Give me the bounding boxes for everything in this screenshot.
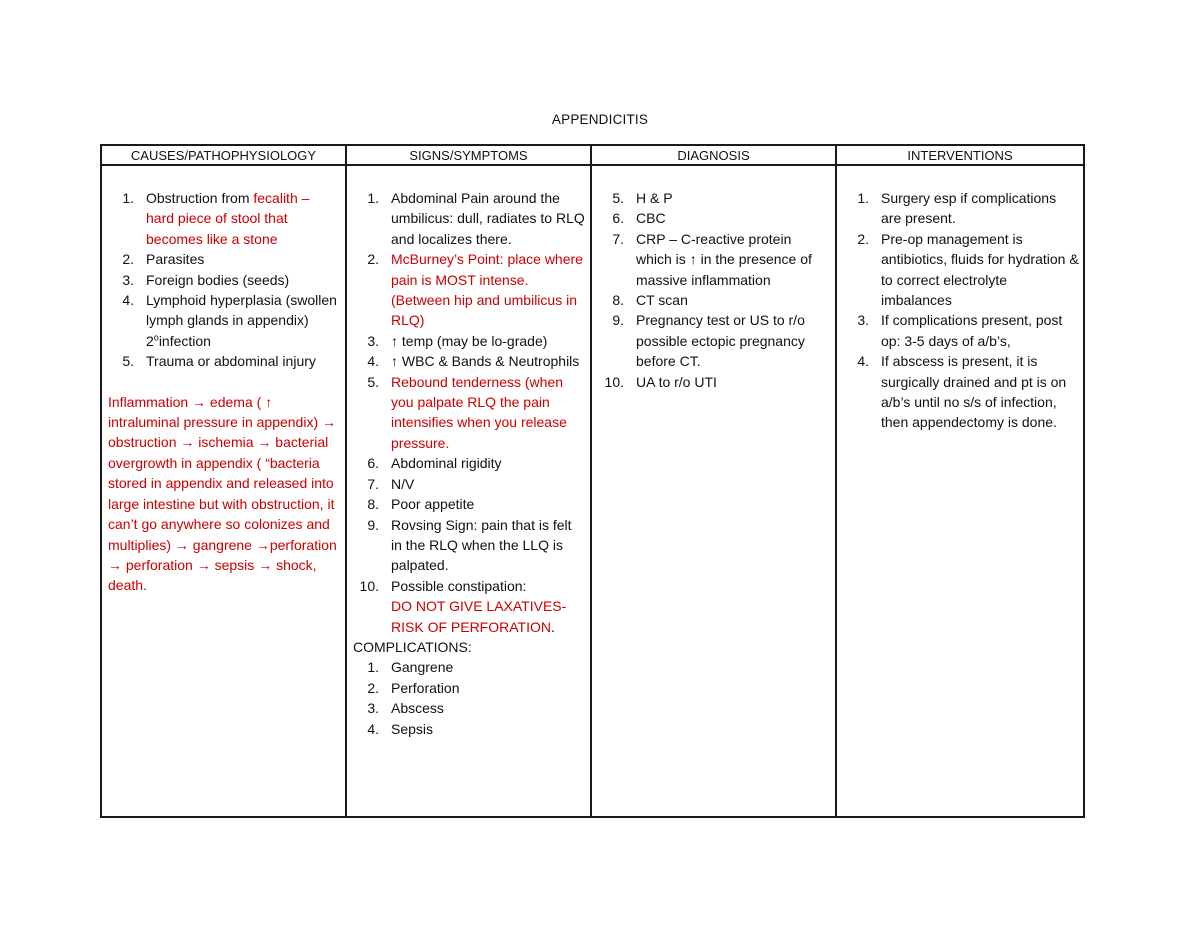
- list-item: [353, 249, 586, 331]
- item-number: 2.: [367, 251, 379, 268]
- list-item: [843, 351, 1079, 433]
- item-text: Possible constipation:: [391, 577, 527, 594]
- list-item: [353, 372, 586, 454]
- item-number: 10.: [604, 373, 624, 390]
- item-text: Gangrene: [391, 659, 454, 676]
- item-text-red: Rebound tenderness (when you palpate RLQ the pain intensifies when you release pressure.: [391, 373, 567, 451]
- item-text: CBC: [636, 210, 666, 227]
- item-text-red: DO NOT GIVE LAXATIVES- RISK OF PERFORATION: [391, 598, 567, 635]
- list-item: [353, 719, 586, 739]
- list-item: [353, 188, 586, 249]
- interventions-list: [843, 188, 1079, 433]
- right-arrow-icon: →: [180, 434, 195, 451]
- item-number: 2.: [367, 679, 379, 696]
- item-number: 4.: [367, 720, 379, 737]
- item-number: 8.: [612, 292, 624, 309]
- chain-text: ischemia: [194, 434, 258, 451]
- item-text: Poor appetite: [391, 496, 475, 513]
- up-arrow-icon: ↑: [391, 332, 398, 349]
- item-text: Pre-op management is antibiotics, fluids for hydration & to correct electrolyte imbalances: [881, 230, 1079, 309]
- causes-list: [108, 188, 341, 372]
- list-item: [843, 229, 1079, 311]
- up-arrow-icon: ↑: [391, 353, 398, 370]
- chain-text: sepsis: [210, 556, 259, 573]
- item-number: 1.: [122, 190, 134, 206]
- item-number: 2.: [122, 251, 134, 268]
- item-text: .: [550, 618, 555, 635]
- item-text: Parasites: [146, 251, 205, 268]
- item-text: Abdominal Pain around the umbilicus: dull, radiates to RLQ and localizes there.: [391, 190, 585, 247]
- item-number: 9.: [367, 516, 379, 533]
- item-text-red: McBurney’s Point: place where pain is MOST intense. (Between hip and umbilicus in RLQ): [391, 251, 583, 329]
- header-causes: CAUSES/PATHOPHYSIOLOGY: [101, 145, 346, 165]
- list-item: [598, 290, 831, 310]
- up-arrow-icon: ↑: [265, 393, 273, 410]
- item-number: 3.: [367, 332, 379, 349]
- chain-text: perforation: [269, 536, 337, 553]
- chain-text: perforation: [122, 556, 197, 573]
- list-item: [353, 453, 586, 473]
- item-number: 5.: [612, 190, 624, 206]
- list-item: [843, 310, 1079, 351]
- right-arrow-icon: →: [258, 556, 273, 573]
- complications-list: [353, 657, 586, 739]
- item-text: Abscess: [391, 700, 444, 717]
- interventions-cell: [836, 165, 1084, 817]
- list-item: [598, 372, 831, 392]
- list-item: [108, 290, 341, 351]
- item-text: Obstruction from: [146, 190, 254, 206]
- item-text: CRP – C-reactive protein which is: [636, 230, 792, 268]
- item-text: Pregnancy test or US to r/o possible ectopic pregnancy before CT.: [636, 312, 805, 370]
- item-number: 4.: [857, 353, 869, 370]
- list-item: [353, 331, 586, 351]
- list-item: [353, 576, 586, 637]
- chain-text: gangrene: [188, 536, 256, 553]
- chain-text: intraluminal pressure in appendix): [108, 414, 322, 431]
- item-number: 6.: [612, 210, 624, 227]
- item-text-red: fecalith – hard piece of stool that becomes like a stone: [146, 190, 310, 247]
- item-text: CT scan: [636, 292, 688, 309]
- diagnosis-cell: [591, 165, 836, 817]
- superscript: o: [153, 332, 159, 343]
- signs-list: [353, 188, 586, 637]
- list-item: [108, 351, 341, 371]
- item-number: 4.: [367, 353, 379, 370]
- pathophysiology-chain: [108, 392, 341, 596]
- item-number: 1.: [367, 659, 379, 676]
- list-item: [353, 515, 586, 576]
- list-item: [843, 188, 1079, 229]
- item-text: Trauma or abdominal injury: [146, 353, 316, 370]
- list-item: [598, 310, 831, 371]
- item-number: 7.: [612, 230, 624, 247]
- item-number: 1.: [367, 190, 379, 206]
- header-signs: SIGNS/SYMPTOMS: [346, 145, 591, 165]
- complications-label: COMPLICATIONS:: [353, 638, 472, 655]
- item-text: Perforation: [391, 679, 460, 696]
- item-number: 2.: [857, 230, 869, 247]
- item-number: 1.: [857, 190, 869, 206]
- item-number: 9.: [612, 312, 624, 329]
- appendicitis-table: [100, 144, 1085, 818]
- right-arrow-icon: →: [196, 556, 211, 573]
- item-number: 10.: [359, 577, 379, 594]
- item-number: 3.: [367, 700, 379, 717]
- header-diagnosis: DIAGNOSIS: [591, 145, 836, 165]
- header-row: [101, 145, 1084, 165]
- item-text: Foreign bodies (seeds): [146, 271, 290, 288]
- list-item: [353, 678, 586, 698]
- chain-text: Inflammation: [108, 393, 193, 410]
- item-text: Sepsis: [391, 720, 434, 737]
- item-text: H & P: [636, 190, 673, 206]
- right-arrow-icon: →: [322, 414, 336, 431]
- chain-text: edema (: [206, 393, 266, 410]
- chain-text: bacterial overgrowth in appendix ( “bacteria stored in appendix and released into large intestine but with obstruction, it can’t go anywhere so colonizes and multiplies): [108, 434, 335, 553]
- item-number: 8.: [367, 496, 379, 513]
- diagnosis-list: [598, 188, 831, 392]
- item-text: Abdominal rigidity: [391, 455, 502, 472]
- list-item: [353, 494, 586, 514]
- causes-cell: [101, 165, 346, 817]
- item-text: WBC & Bands & Neutrophils: [398, 353, 580, 370]
- item-text: N/V: [391, 475, 415, 492]
- right-arrow-icon: →: [108, 556, 122, 573]
- item-text: If complications present, post op: 3-5 days of a/b’s,: [881, 312, 1063, 349]
- right-arrow-icon: →: [174, 536, 189, 553]
- content-row: [101, 165, 1084, 817]
- item-number: 5.: [367, 373, 379, 390]
- up-arrow-icon: ↑: [689, 251, 697, 268]
- list-item: [353, 351, 586, 371]
- list-item: [108, 188, 341, 249]
- list-item: [598, 208, 831, 228]
- right-arrow-icon: →: [255, 536, 270, 553]
- list-item: [353, 698, 586, 718]
- chain-text: shock, death.: [108, 556, 317, 594]
- item-text: in the presence of massive inflammation: [636, 251, 812, 288]
- item-number: 6.: [367, 455, 379, 472]
- item-number: 5.: [122, 353, 134, 370]
- item-text: Lymphoid hyperplasia (swollen lymph glands in appendix) 2: [146, 292, 337, 349]
- page-title: APPENDICITIS: [551, 112, 649, 127]
- list-item: [353, 657, 586, 677]
- right-arrow-icon: →: [192, 393, 207, 410]
- list-item: [353, 474, 586, 494]
- list-item: [108, 270, 341, 290]
- right-arrow-icon: →: [257, 434, 272, 451]
- item-text: infection: [158, 332, 211, 349]
- header-interventions: INTERVENTIONS: [836, 145, 1084, 165]
- item-text: Surgery esp if complications are present.: [881, 190, 1057, 227]
- item-number: 3.: [857, 312, 869, 329]
- item-text: If abscess is present, it is surgically drained and pt is on a/b’s until no s/s of infection, then appendectomy is done.: [881, 353, 1067, 431]
- item-number: 3.: [122, 271, 134, 288]
- item-number: 4.: [122, 292, 134, 309]
- list-item: [108, 249, 341, 269]
- item-text: temp (may be lo-grade): [398, 332, 548, 349]
- signs-cell: [346, 165, 591, 817]
- item-text: UA to r/o UTI: [636, 373, 717, 390]
- chain-text: obstruction: [108, 434, 181, 451]
- list-item: [598, 188, 831, 208]
- item-text: Rovsing Sign: pain that is felt in the RLQ when the LLQ is palpated.: [391, 516, 572, 574]
- list-item: [598, 229, 831, 290]
- item-number: 7.: [367, 475, 379, 492]
